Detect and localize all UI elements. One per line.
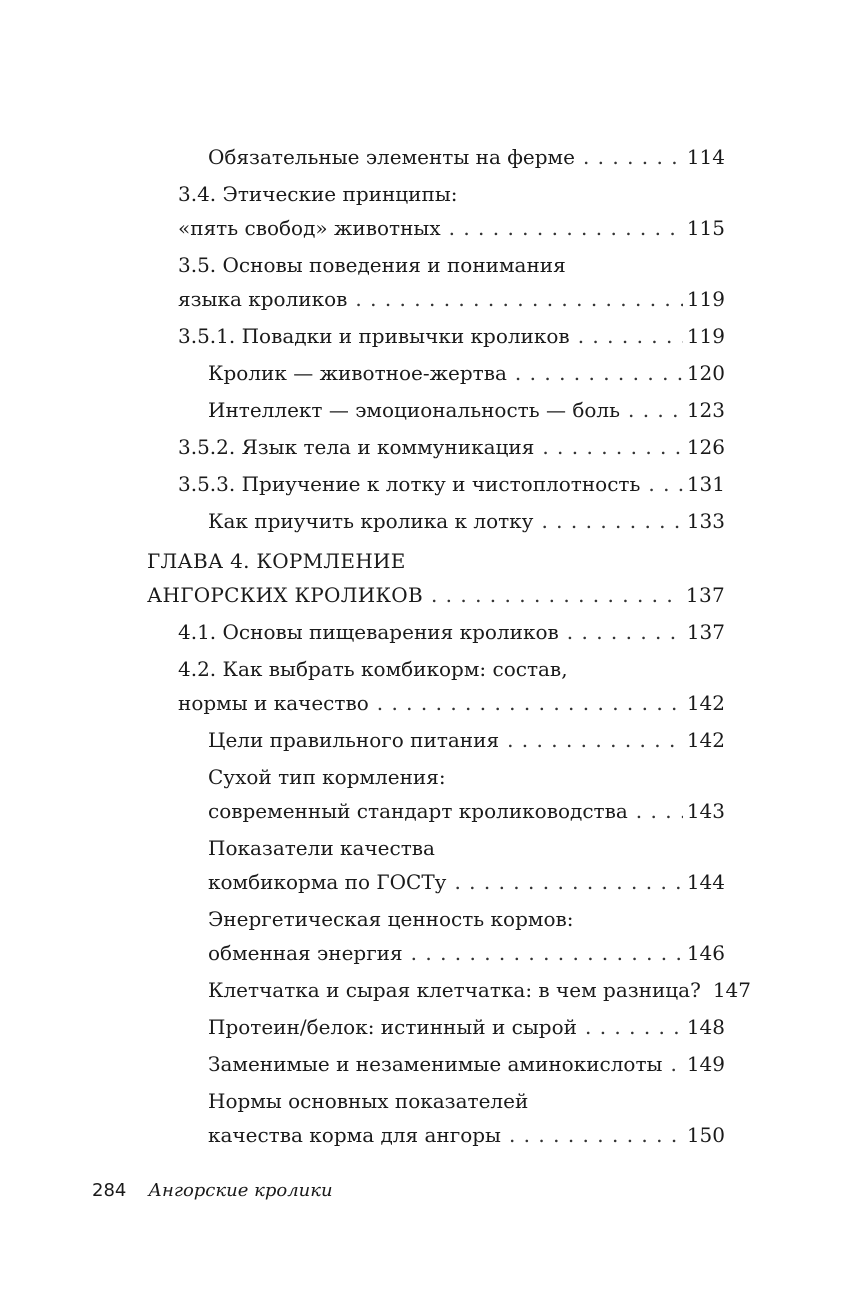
toc-entry (178, 467, 725, 501)
toc-entry-title-line: 4.2. Как выбрать комбикорм: состав, (178, 657, 568, 681)
dot-leader (454, 865, 682, 899)
dot-leader (507, 723, 683, 757)
toc-page-number: 147 (712, 978, 751, 1002)
toc-entry-title-line: качества корма для ангоры (208, 1123, 501, 1147)
toc-entry (208, 973, 751, 1007)
toc-page-number: 142 (686, 728, 725, 752)
toc-entry-row (178, 282, 725, 316)
toc-entry (178, 248, 725, 316)
dot-leader (377, 686, 683, 720)
dot-leader (648, 467, 682, 501)
toc-page-number: 120 (686, 361, 725, 385)
toc-page-number: 119 (686, 287, 725, 311)
toc-entry-title-line: Нормы основных показателей (208, 1089, 529, 1113)
toc-page-number: 142 (686, 691, 725, 715)
toc-page-number: 144 (686, 870, 725, 894)
toc-entry-title-line: ГЛАВА 4. КОРМЛЕНИЕ (147, 549, 406, 573)
page-footer (92, 1180, 333, 1201)
toc-entry-title-line: комбикорма по ГОСТу (208, 870, 447, 894)
toc-entry-title-line: «пять свобод» животных (178, 216, 441, 240)
toc-page-number: 149 (686, 1052, 725, 1076)
toc-entry-row (147, 578, 725, 612)
table-of-contents (0, 140, 844, 1155)
toc-entry (178, 177, 725, 245)
toc-entry (208, 723, 725, 757)
toc-entry-title-line: 3.4. Этические принципы: (178, 182, 458, 206)
toc-entry-row (178, 211, 725, 245)
toc-entry-row (208, 936, 725, 970)
toc-entry-row (208, 1047, 725, 1081)
toc-entry-row (178, 686, 725, 720)
toc-page-number: 137 (686, 620, 725, 644)
toc-entry-title-line: Протеин/белок: истинный и сырой (208, 1015, 577, 1039)
toc-entry-title-line: Показатели качества (208, 836, 435, 860)
dot-leader (515, 356, 683, 390)
toc-entry-title-line: 3.5.2. Язык тела и коммуникация (178, 435, 535, 459)
running-title: Ангорские кролики (148, 1180, 333, 1201)
toc-entry-title-line: языка кроликов (178, 287, 348, 311)
toc-page-number: 143 (686, 799, 725, 823)
toc-entry-title-line: Сухой тип кормления: (208, 765, 446, 789)
page-number: 284 (92, 1180, 127, 1201)
dot-leader (509, 1118, 683, 1152)
toc-entry-row (208, 973, 751, 1007)
toc-entry (178, 430, 725, 464)
toc-page-number: 133 (686, 509, 725, 533)
toc-entry-row (178, 467, 725, 501)
toc-entry-row (178, 319, 725, 353)
toc-page-number: 150 (686, 1123, 725, 1147)
toc-entry-title-line: обменная энергия (208, 941, 403, 965)
dot-leader (449, 211, 683, 245)
toc-entry-title-line: 4.1. Основы пищеварения кроликов (178, 620, 559, 644)
toc-entry (178, 615, 725, 649)
dot-leader (583, 140, 683, 174)
toc-entry-row (208, 723, 725, 757)
toc-entry (208, 504, 725, 538)
toc-page-number: 114 (686, 145, 725, 169)
dot-leader (411, 936, 683, 970)
toc-entry (208, 140, 725, 174)
toc-entry-title-line: Кролик — животное-жертва (208, 361, 507, 385)
toc-page-number: 146 (686, 941, 725, 965)
toc-page-number: 119 (686, 324, 725, 348)
toc-page-number: 148 (686, 1015, 725, 1039)
toc-entry-title-line: АНГОРСКИХ КРОЛИКОВ (147, 583, 423, 607)
toc-entry (208, 1047, 725, 1081)
dot-leader (567, 615, 683, 649)
toc-entry-row (208, 393, 725, 427)
toc-entry (208, 902, 725, 970)
toc-entry-title-line: 3.5.3. Приучение к лотку и чистоплотность (178, 472, 641, 496)
toc-entry-row (208, 794, 725, 828)
toc-entry-row (208, 504, 725, 538)
toc-entry (208, 393, 725, 427)
toc-entry (208, 760, 725, 828)
toc-entry (208, 1084, 725, 1152)
toc-entry-title-line: Как приучить кролика к лотку (208, 509, 534, 533)
toc-entry-title-line: 3.5. Основы поведения и понимания (178, 253, 566, 277)
dot-leader (355, 282, 682, 316)
toc-entry (178, 652, 725, 720)
dot-leader (431, 578, 682, 612)
toc-entry-row (178, 615, 725, 649)
dot-leader (585, 1010, 683, 1044)
dot-leader (670, 1047, 682, 1081)
toc-entry-title-line: Обязательные элементы на ферме (208, 145, 575, 169)
toc-entry-title-line: 3.5.1. Повадки и привычки кроликов (178, 324, 570, 348)
toc-entry-title-line: Интеллект — эмоциональность — боль (208, 398, 620, 422)
toc-entry-title-line: Клетчатка и сырая клетчатка: в чем разница? (208, 978, 701, 1002)
toc-entry (208, 831, 725, 899)
toc-chapter-entry (147, 544, 725, 612)
toc-page-number: 123 (686, 398, 725, 422)
dot-leader (578, 319, 683, 353)
toc-page-number: 137 (685, 583, 725, 607)
toc-entry-row (208, 865, 725, 899)
dot-leader (542, 430, 682, 464)
toc-entry-title-line: Заменимые и незаменимые аминокислоты (208, 1052, 663, 1076)
toc-entry (208, 356, 725, 390)
toc-page-number: 126 (686, 435, 725, 459)
toc-entry-title-line: современный стандарт кролиководства (208, 799, 628, 823)
dot-leader (636, 794, 683, 828)
toc-entry-row (208, 1010, 725, 1044)
toc-entry-row (208, 356, 725, 390)
toc-entry (208, 1010, 725, 1044)
toc-page-number: 115 (686, 216, 725, 240)
toc-entry-title-line: нормы и качество (178, 691, 369, 715)
toc-entry-title-line: Энергетическая ценность кормов: (208, 907, 574, 931)
toc-entry (178, 319, 725, 353)
dot-leader (541, 504, 682, 538)
toc-entry-row (208, 140, 725, 174)
toc-page-number: 131 (686, 472, 725, 496)
dot-leader (628, 393, 683, 427)
toc-entry-row (208, 1118, 725, 1152)
toc-entry-row (178, 430, 725, 464)
toc-entry-title-line: Цели правильного питания (208, 728, 500, 752)
